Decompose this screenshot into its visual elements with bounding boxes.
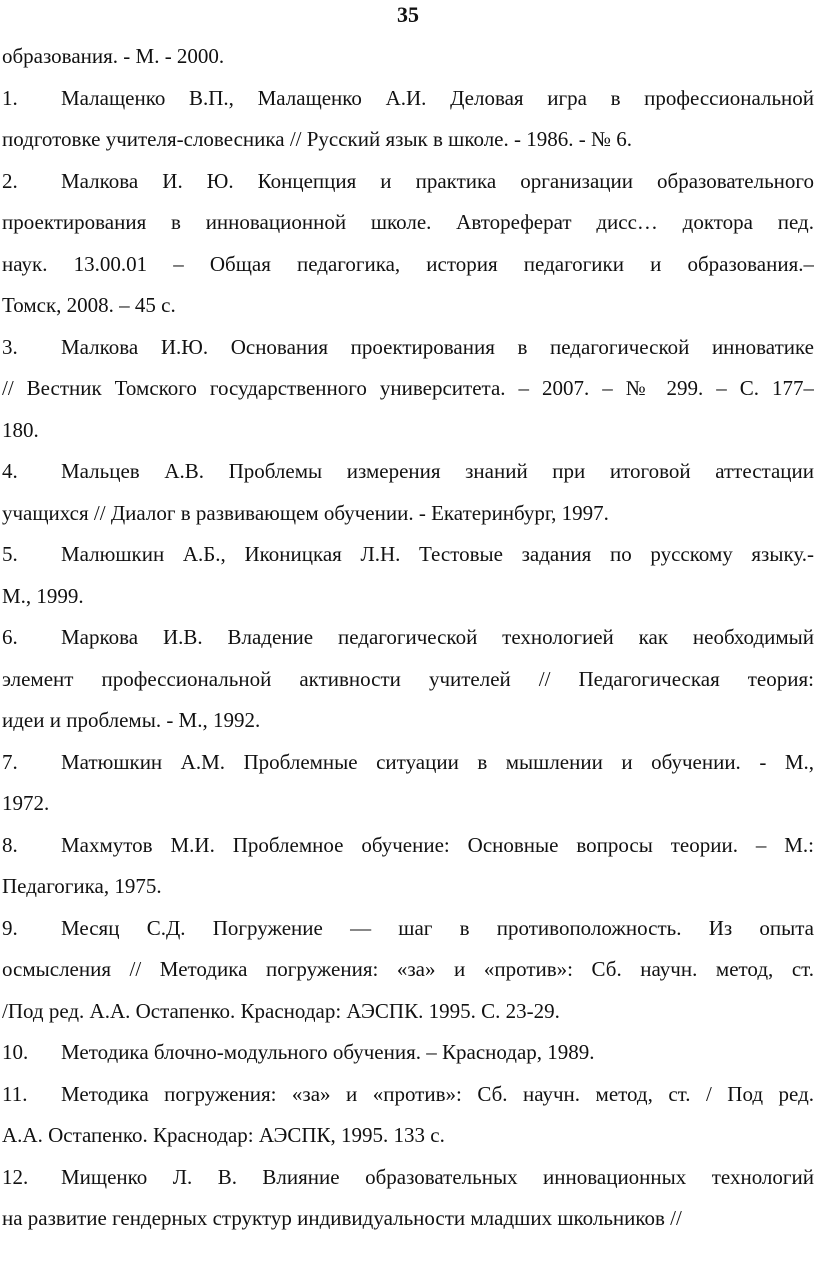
bibliography-list: [2, 36, 814, 1240]
bibliography-text-line: наук. 13.00.01 – Общая педагогика, история педагогики и образования.–: [2, 251, 814, 276]
bibliography-entry-first-line: [2, 451, 814, 493]
bibliography-text-line: 1972.: [2, 791, 50, 815]
bibliography-text-line: Педагогика, 1975.: [2, 874, 162, 898]
bibliography-text-line: образования. - М. - 2000.: [2, 44, 225, 68]
bibliography-text-line: подготовке учителя-словесника // Русский язык в школе. - 1986. - № 6.: [2, 127, 633, 151]
bibliography-text-line: Томск, 2008. – 45 с.: [2, 293, 176, 317]
entry-number: 2.: [2, 168, 18, 193]
bibliography-entry-first-line: [2, 534, 814, 576]
entry-number: 10.: [2, 1040, 29, 1064]
bibliography-text-line: идеи и проблемы. - М., 1992.: [2, 708, 261, 732]
entry-text: Мищенко Л. В. Влияние образовательных инновационных технологий: [61, 1164, 814, 1189]
entry-text: Месяц С.Д. Погружение — шаг в противоположность. Из опыта: [61, 915, 814, 940]
entry-number: 7.: [2, 749, 18, 774]
entry-text: Маркова И.В. Владение педагогической технологией как необходимый: [61, 625, 814, 649]
entry-number: 6.: [2, 625, 18, 649]
bibliography-text-line: проектирования в инновационной школе. Автореферат дисс… доктора пед.: [2, 210, 814, 234]
entry-number: 4.: [2, 459, 18, 483]
entry-text: Методика погружения: «за» и «против»: Сб. научн. метод, ст. / Под ред.: [61, 1081, 814, 1106]
bibliography-entry-first-line: [2, 1074, 814, 1116]
entry-text: Методика блочно-модульного обучения. – Краснодар, 1989.: [61, 1040, 595, 1064]
entry-text: Матюшкин А.М. Проблемные ситуации в мышлении и обучении. - М.,: [61, 749, 814, 774]
entry-number: 12.: [2, 1164, 29, 1189]
bibliography-text-line: /Под ред. А.А. Остапенко. Краснодар: АЭСПК. 1995. С. 23-29.: [2, 998, 560, 1023]
bibliography-entry-first-line: [2, 908, 814, 950]
bibliography-entry-first-line: [2, 617, 814, 659]
bibliography-text-line: на развитие гендерных структур индивидуальности младших школьников //: [2, 1206, 682, 1230]
bibliography-entry-first-line: [2, 78, 814, 120]
bibliography-text-line: // Вестник Томского государственного университета. – 2007. – № 299. – С. 177–: [2, 376, 814, 400]
bibliography-text-line: осмысления // Методика погружения: «за» и «против»: Сб. научн. метод, ст.: [2, 957, 814, 981]
bibliography-text-line: 180.: [2, 417, 39, 442]
entry-number: 11.: [2, 1081, 28, 1106]
entry-text: Малюшкин А.Б., Иконицкая Л.Н. Тестовые задания по русскому языку.-: [61, 542, 814, 566]
bibliography-text-line: М., 1999.: [2, 583, 84, 608]
bibliography-text-line: учащихся // Диалог в развивающем обучении. - Екатеринбург, 1997.: [2, 500, 609, 525]
bibliography-entry-first-line: [2, 825, 814, 867]
bibliography-text-line: А.А. Остапенко. Краснодар: АЭСПК, 1995. 133 с.: [2, 1123, 445, 1147]
entry-number: 5.: [2, 542, 18, 566]
entry-number: 9.: [2, 915, 18, 940]
entry-number: 8.: [2, 832, 18, 857]
page-number: 35: [397, 2, 419, 27]
bibliography-entry-first-line: [2, 1157, 814, 1199]
bibliography-entry-first-line: [2, 161, 814, 203]
entry-text: Малкова И.Ю. Основания проектирования в педагогической инноватике: [61, 334, 814, 359]
bibliography-entry-first-line: [2, 1032, 814, 1074]
entry-text: Малкова И. Ю. Концепция и практика организации образовательного: [61, 168, 814, 193]
entry-text: Мальцев А.В. Проблемы измерения знаний при итоговой аттестации: [61, 459, 814, 483]
entry-number: 3.: [2, 334, 18, 359]
bibliography-entry-first-line: [2, 327, 814, 369]
entry-number: 1.: [2, 85, 18, 110]
entry-text: Махмутов М.И. Проблемное обучение: Основные вопросы теории. – М.:: [61, 832, 814, 857]
bibliography-entry-first-line: [2, 742, 814, 784]
bibliography-text-line: элемент профессиональной активности учителей // Педагогическая теория:: [2, 666, 814, 691]
entry-text: Малащенко В.П., Малащенко А.И. Деловая игра в профессиональной: [61, 85, 814, 110]
